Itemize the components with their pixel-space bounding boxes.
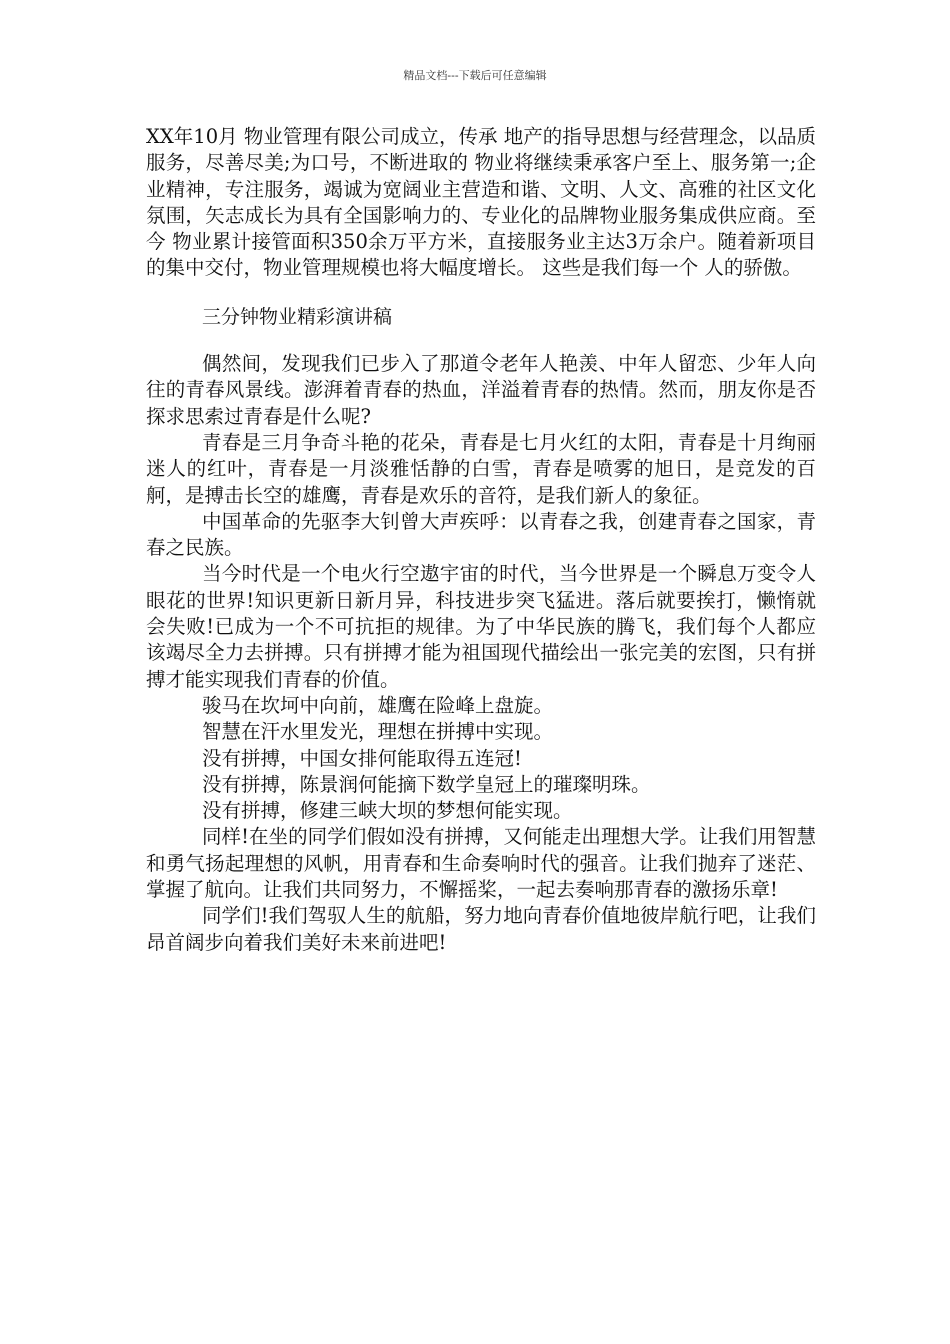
- paragraph: 同样!在坐的同学们假如没有拼搏，又何能走出理想大学。让我们用智慧和勇气扬起理想的风帆，用青春和生命奏响时代的强音。让我们抛弃了迷茫、掌握了航向。让我们共同努力，不懈摇桨，一起去奏响那青春的激扬乐章!: [146, 825, 816, 902]
- paragraph: 中国革命的先驱李大钊曾大声疾呼：以青春之我，创建青春之国家，青春之民族。: [146, 509, 816, 560]
- paragraph: 同学们!我们驾驭人生的航船，努力地向青春价值地彼岸航行吧，让我们昂首阔步向着我们美好未来前进吧!: [146, 904, 816, 954]
- intro-paragraph: XX年10月 物业管理有限公司成立，传承 地产的指导思想与经营理念，以品质服务，尽善尽美;为口号，不断进取的 物业将继续秉承客户至上、服务第一;企业精神，专注服务，竭诚为宽阔业主营造和谐、文明、人文、高雅的社区文化氛围，矢志成长为具有全国影响力的、专业化的品牌物业服务集成供应商。至今 物业累计接管面积350余万平方米，直接服务业主达3万余户。随着新项目的集中交付，物业管理规模也将大幅度增长。 这些是我们每一个 人的骄傲。: [146, 125, 816, 280]
- page-header: 精品文档---下载后可任意编辑: [403, 69, 547, 82]
- paragraph: 没有拼搏，中国女排何能取得五连冠!: [202, 746, 522, 770]
- paragraph: 骏马在坎坷中向前，雄鹰在险峰上盘旋。: [202, 693, 554, 717]
- document-body: [146, 124, 816, 956]
- speech-title: 三分钟物业精彩演讲稿: [202, 305, 393, 328]
- paragraph: 青春是三月争奇斗艳的花朵，青春是七月火红的太阳，青春是十月绚丽迷人的红叶，青春是一月淡雅恬静的白雪，青春是喷雾的旭日，是竞发的百舸，是搏击长空的雄鹰，青春是欢乐的音符，是我们新人的象征。: [146, 430, 816, 507]
- paragraph: 偶然间，发现我们已步入了那道令老年人艳羡、中年人留恋、少年人向往的青春风景线。澎湃着青春的热血，洋溢着青春的热情。然而，朋友你是否探求思索过青春是什么呢?: [146, 352, 816, 428]
- paragraph: 当今时代是一个电火行空遨宇宙的时代，当今世界是一个瞬息万变令人眼花的世界!知识更新日新月异，科技进步突飞猛进。落后就要挨打，懒惰就会失败!已成为一个不可抗拒的规律。为了中华民族的腾飞，我们每个人都应该竭尽全力去拼搏。只有拼搏才能为祖国现代描绘出一张完美的宏图，只有拼搏才能实现我们青春的价值。: [146, 562, 816, 691]
- paragraph: 智慧在汗水里发光，理想在拼搏中实现。: [202, 720, 554, 744]
- paragraph: 没有拼搏，修建三峡大坝的梦想何能实现。: [202, 799, 573, 823]
- paragraph: 没有拼搏，陈景润何能摘下数学皇冠上的璀璨明珠。: [202, 772, 651, 796]
